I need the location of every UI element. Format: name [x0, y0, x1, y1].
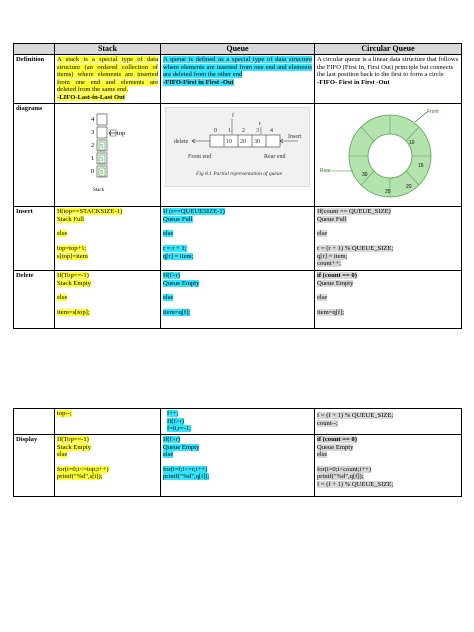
insert-stack-line-5: top=top+1; — [57, 244, 87, 252]
insert-stack — [55, 207, 161, 271]
queue-index-2: 2 — [242, 127, 245, 134]
insert-circular-line-6: q[r] = item; — [317, 252, 348, 260]
header-row — [14, 44, 462, 55]
stack-index-1: 1 — [91, 154, 95, 162]
delete-queue-line-1: Queue Empty — [163, 279, 200, 287]
stack-diagram-cell — [55, 103, 161, 207]
stack-value-2: 5 — [100, 142, 104, 150]
circle-value-15: 15 — [418, 162, 424, 169]
delete-arrow-icon — [192, 139, 210, 143]
display-circular-line-2: else — [317, 451, 328, 459]
definition-queue-fifo: -FIFO-First in First -Out — [163, 78, 234, 86]
display-stack-line-1: Stack Empty — [57, 443, 91, 451]
insert-circular — [315, 207, 462, 271]
insert-row — [14, 207, 462, 271]
definition-stack-text: A stack is a special type of data structure (an ordered collection of items) where elements are inserted from one end and elements are deleted from the same end. — [57, 56, 158, 94]
circle-value-20: 20 — [406, 183, 412, 190]
queue-delete-label: delete — [174, 138, 189, 145]
display-circular-line-0: if (count == 0) — [317, 436, 357, 443]
delete-stack-line-1: Stack Empty — [57, 279, 91, 287]
display-stack-line-2: else — [57, 451, 68, 459]
insert-circular-line-7: count++; — [317, 260, 341, 268]
stack-caption: Stack — [93, 187, 105, 193]
delete-cont-queue — [161, 409, 315, 435]
header-circular-queue: Circular Queue — [315, 44, 462, 55]
definition-label: Definition — [14, 55, 55, 104]
circular-diagram-cell — [315, 103, 462, 207]
definition-circular-text: A circular queue is a linear data structure that follows the FIFO (First In, First Out) principle but connects the last position back to the first to form a circle — [317, 56, 459, 79]
queue-index-4: 4 — [270, 127, 273, 134]
header-blank — [14, 44, 55, 55]
queue-insert-label: Insert — [288, 133, 302, 140]
delete-cont-stack — [55, 409, 161, 435]
insert-stack-line-3: else — [57, 230, 68, 238]
display-circular-line-6: f = (f + 1) % QUEUE_SIZE; — [317, 480, 394, 488]
insert-circular-line-1: Queue Full — [317, 215, 347, 223]
circular-queue-diagram — [315, 104, 460, 204]
delete-circular-line-0: if (count == 0) — [317, 272, 357, 280]
queue-f-label: f — [232, 112, 234, 119]
display-queue-line-1: Queue Empty — [163, 443, 200, 451]
delete-stack — [55, 271, 161, 329]
delete-row — [14, 271, 462, 329]
delete-cont-circular — [315, 409, 462, 435]
display-stack-line-5: printf("%d",s[i]); — [57, 473, 103, 481]
queue-value-3: 30 — [254, 138, 260, 145]
definition-stack-lifo: -LIFO-Last-in-Last Out — [57, 93, 125, 101]
delete-queue-line-5: item=q[f]; — [163, 308, 191, 316]
display-stack — [55, 435, 161, 497]
insert-circular-line-0: If(count == QUEUE_SIZE) — [317, 208, 391, 216]
delete-circular — [315, 271, 462, 329]
delete-circular-line-1: Queue Empty — [317, 279, 354, 287]
delete-queue — [161, 271, 315, 329]
delete-circular-line-3: else — [317, 294, 328, 302]
definition-circular — [315, 55, 462, 104]
delete-cont-queue-line-0: f++; — [167, 410, 179, 417]
queue-r-label: r — [259, 120, 261, 127]
delete-cont-circular-line-0: f = (f + 1) % QUEUE_SIZE; — [317, 412, 394, 419]
front-arrow-icon — [415, 112, 427, 122]
stack-top-label: top — [117, 129, 126, 137]
display-circular-line-5: printf("%d",q[f]); — [317, 473, 364, 481]
insert-circular-line-3: else — [317, 230, 328, 238]
delete-stack-line-5: item=s[top]; — [57, 308, 90, 316]
header-stack: Stack — [55, 44, 161, 55]
insert-queue-line-1: Queue Full — [163, 215, 193, 223]
definition-queue-text: A queue is defined as a special type of data structure where elements are inserted from one end and elements are deleted from the other end — [163, 56, 312, 79]
delete-queue-line-3: else — [163, 294, 174, 302]
display-stack-line-0: If(Top==-1) — [57, 436, 89, 443]
queue-index-3: 3 — [256, 127, 259, 134]
delete-cont-queue-line-2: f=0,r=-1; — [167, 425, 192, 433]
queue-index-0: 0 — [214, 127, 217, 134]
display-queue-line-0: If(f>r) — [163, 436, 180, 443]
display-stack-line-4: for(i=0;i<=top;i++) — [57, 465, 109, 473]
display-circular-line-1: Queue Empty — [317, 443, 354, 451]
queue-value-2: 20 — [240, 138, 246, 145]
circle-value-10: 10 — [409, 139, 415, 146]
stack-index-0: 0 — [91, 167, 95, 175]
display-row — [14, 435, 462, 497]
queue-diagram-cell — [161, 103, 315, 207]
queue-caption: Fig 8.1 Partial representation of queue — [196, 170, 283, 177]
insert-queue-line-3: else — [163, 230, 174, 238]
insert-label: Insert — [14, 207, 55, 271]
insert-queue-line-6: q[r] = item; — [163, 252, 194, 260]
display-circular-line-4: for(i=0;i<count;i++) — [317, 465, 372, 473]
delete-stack-line-0: If(Top==-1) — [57, 272, 89, 280]
delete-label: Delete — [14, 271, 55, 329]
stack-diagram — [55, 104, 159, 204]
delete-cont-stack-line-0: top--; — [57, 410, 72, 417]
insert-queue-line-0: If (r==QUEUESIZE-1) — [163, 208, 225, 216]
delete-cont-circular-line-1: count--; — [317, 419, 338, 427]
delete-stack-line-3: else — [57, 294, 68, 302]
delete-circular-line-5: item=q[f]; — [317, 308, 345, 316]
stack-value-0: 5 — [100, 168, 104, 176]
delete-cont-queue-line-1: If(f>r) — [167, 417, 184, 425]
header-queue: Queue — [161, 44, 315, 55]
circle-front-label: Front — [427, 108, 439, 115]
insert-queue-line-5: r = r + 1; — [163, 244, 187, 252]
definition-queue — [161, 55, 315, 104]
comparison-table-top — [13, 43, 462, 329]
queue-index-1: 1 — [228, 127, 231, 134]
circle-value-30: 30 — [362, 171, 368, 178]
delete-cont-row — [14, 409, 462, 435]
queue-value-1: 10 — [226, 138, 232, 145]
queue-diagram — [165, 107, 310, 187]
display-circular — [315, 435, 462, 497]
stack-index-3: 3 — [91, 128, 95, 136]
insert-queue — [161, 207, 315, 271]
diagrams-row — [14, 103, 462, 207]
display-queue-line-2: else — [163, 451, 174, 459]
definition-row — [14, 55, 462, 104]
comparison-table-bottom — [13, 408, 462, 497]
queue-front-label: Front end — [188, 153, 212, 160]
display-label: Display — [14, 435, 55, 497]
insert-stack-line-0: If(top==STACKSIZE-1) — [57, 208, 123, 216]
delete-cont-label — [14, 409, 55, 435]
stack-value-1: 5 — [100, 155, 104, 163]
stack-index-4: 4 — [91, 115, 95, 123]
insert-stack-line-6: s[top]=item — [57, 252, 88, 260]
definition-stack — [55, 55, 161, 104]
insert-stack-line-1: Stack Full — [57, 215, 84, 223]
circle-value-25: 25 — [385, 188, 391, 195]
insert-circular-line-5: r = (r + 1) % QUEUE_SIZE; — [317, 244, 394, 252]
display-queue — [161, 435, 315, 497]
circle-rear-label: Rear — [320, 167, 331, 174]
display-queue-line-4: for(i=f;i<=r;i++) — [163, 465, 208, 473]
delete-queue-line-0: If(f>r) — [163, 272, 180, 280]
queue-rear-label: Rear end — [264, 153, 286, 160]
definition-circular-fifo: -FIFO- First in First -Out — [317, 78, 390, 86]
stack-index-2: 2 — [91, 141, 95, 149]
display-queue-line-5: printf("%d",q[i]); — [163, 473, 210, 481]
diagrams-label: diagrams — [14, 103, 55, 207]
